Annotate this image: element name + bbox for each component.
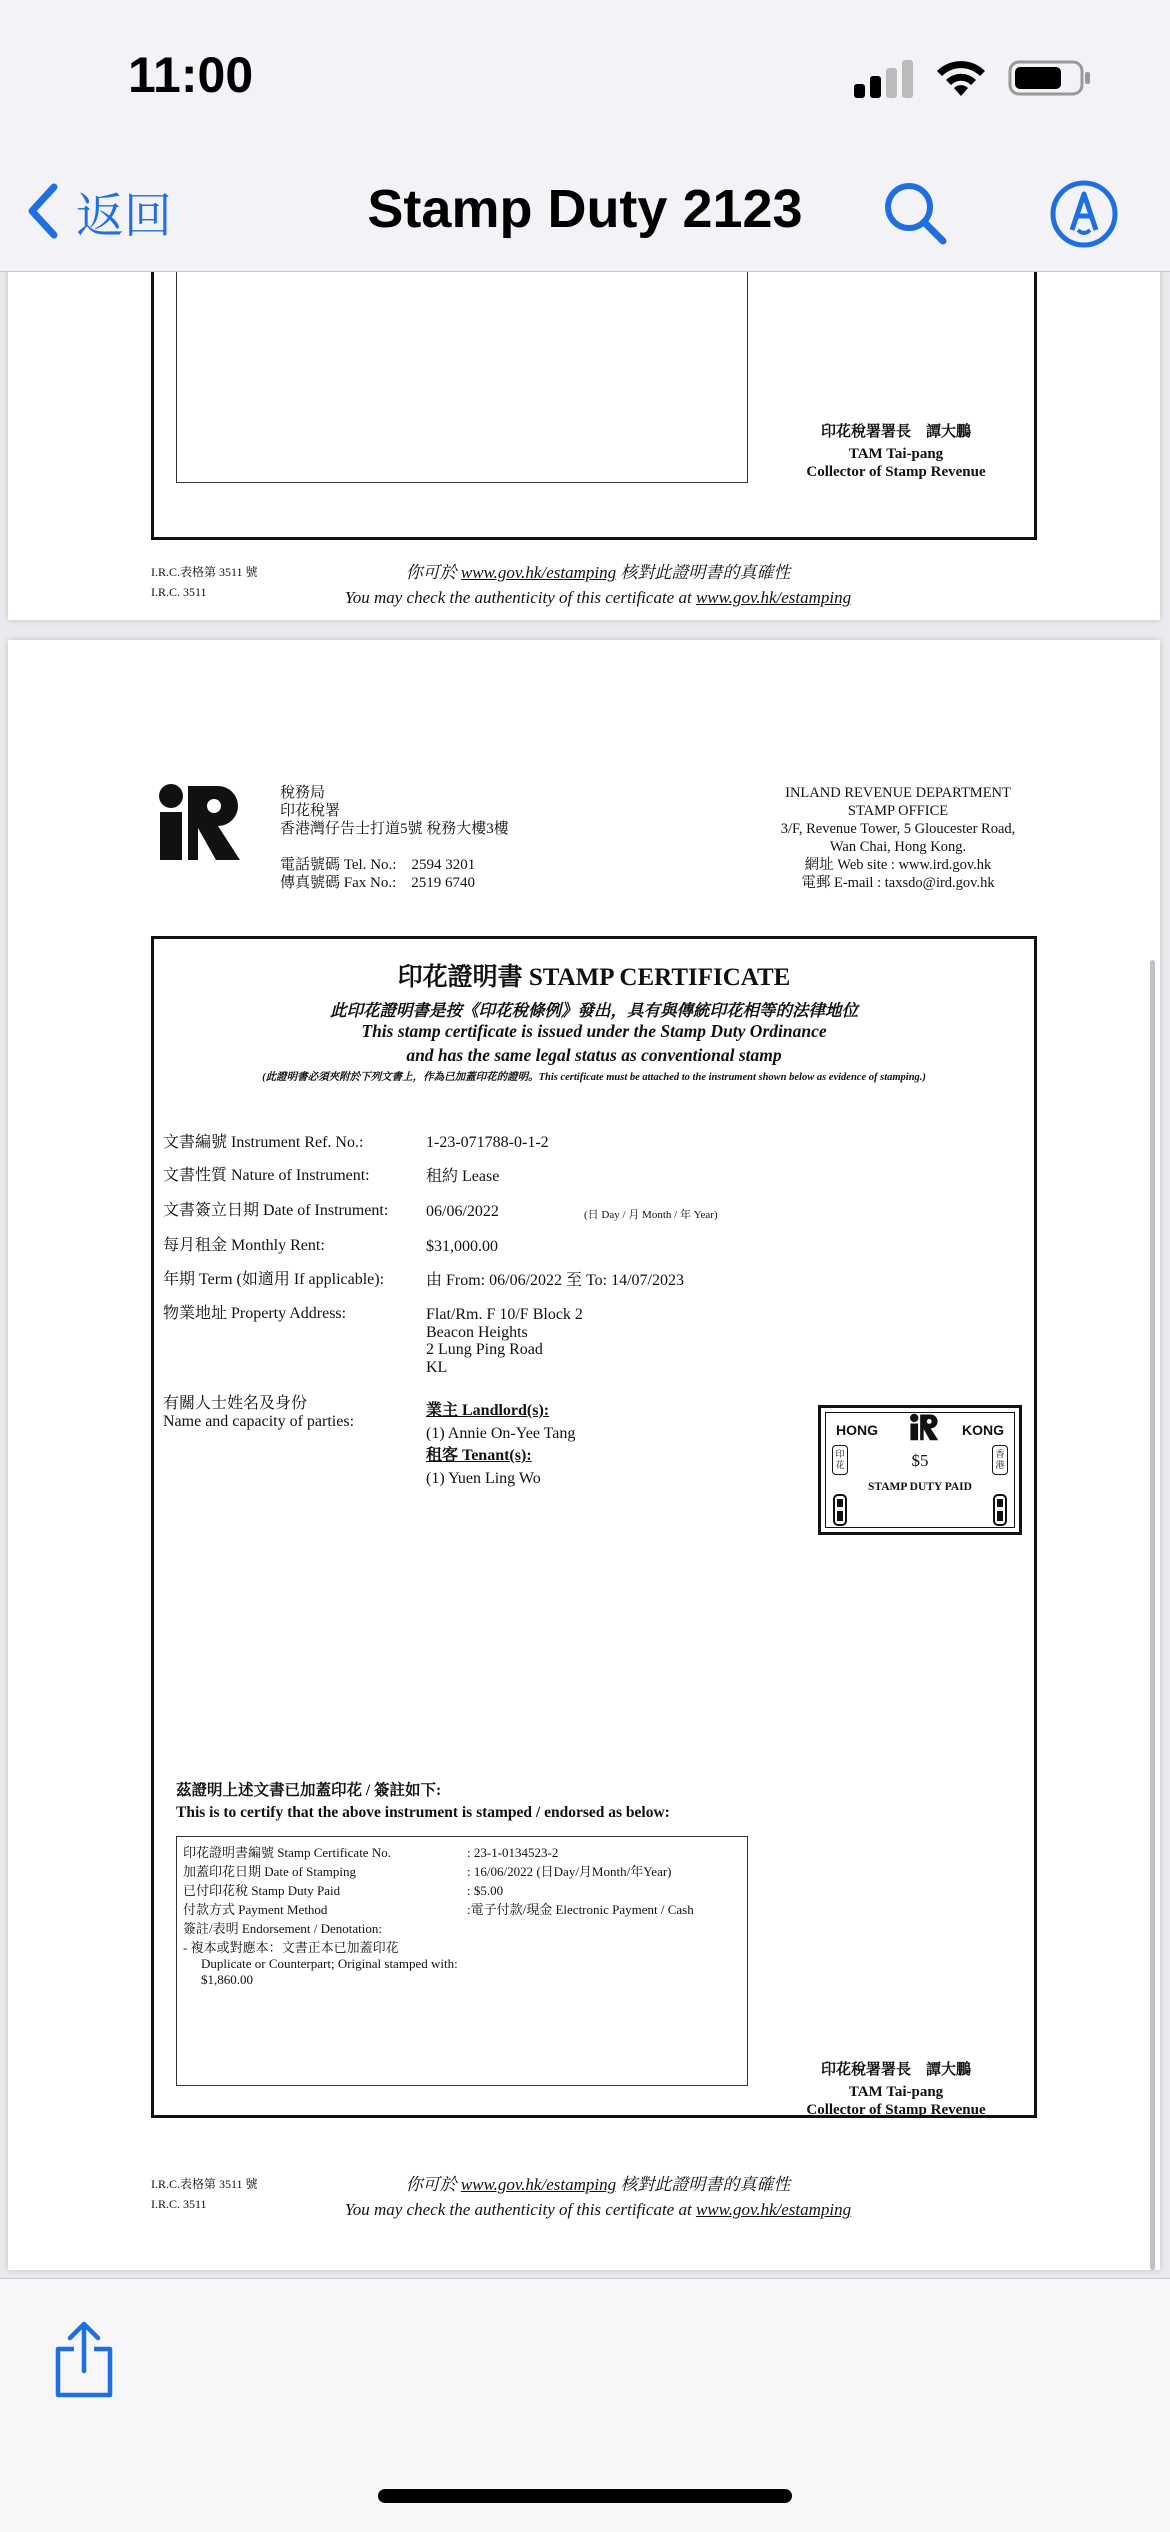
term-label: 年期 Term (如適用 If applicable):: [163, 1271, 385, 1288]
parties-label-cn: 有關人士姓名及身份: [163, 1395, 308, 1412]
stamp-right-seal: 香港: [992, 1445, 1008, 1475]
cert-no-value: : 23-1-0134523-2: [467, 1845, 559, 1860]
nature-label: 文書性質 Nature of Instrument:: [163, 1167, 370, 1184]
rent-value: $31,000.00: [426, 1238, 498, 1255]
landlord-heading: 業主 Landlord(s):: [426, 1402, 550, 1419]
scroll-indicator[interactable]: [1150, 960, 1155, 2270]
collector-name-cn: 印花稅署署長 譚大鵬: [820, 2062, 971, 2078]
form-number-cn: I.R.C.表格第 3511 號: [151, 565, 258, 579]
certificate-subtitle-en-1: This stamp certificate is issued under the Stamp Duty Ordinance: [361, 1021, 827, 1041]
payment-method-value: :電子付款/現金 Electronic Payment / Cash: [467, 1902, 694, 1917]
address-line: KL: [426, 1358, 448, 1376]
address-block: [426, 1306, 583, 1376]
website: 網址 Web site : www.ird.gov.hk: [804, 857, 992, 873]
endorsement-label: 簽註/表明 Endorsement / Denotation:: [183, 1921, 382, 1936]
status-bar: [0, 0, 1170, 150]
certificate-border: [151, 272, 1037, 540]
form-number-cn: I.R.C.表格第 3511 號: [151, 2177, 258, 2191]
verify-cn-post: 核對此證明書的真確性: [620, 2175, 791, 2194]
duty-paid-label: 已付印花稅 Stamp Duty Paid: [183, 1883, 341, 1898]
department-en: [748, 784, 1048, 892]
address-line: Flat/Rm. F 10/F Block 2: [426, 1306, 583, 1323]
duty-paid-value: : $5.00: [467, 1883, 504, 1898]
endorsement-line-1: - 複本或對應本：文書正本已加蓋印花: [183, 1940, 399, 1955]
attach-note: (此證明書必須夾附於下列文書上，作為已加蓋印花的證明。This certificate must be attached to the instrument shown below as evidence of stamping.): [262, 1072, 926, 1083]
nature-value: 租約 Lease: [426, 1168, 500, 1185]
parties-label: [163, 1395, 354, 1431]
dept-en-line: INLAND REVENUE DEPARTMENT: [785, 785, 1011, 801]
dept-en-line: STAMP OFFICE: [847, 803, 949, 819]
status-time: 11:00: [128, 47, 254, 103]
dept-cn-line: 香港灣仔告士打道5號 稅務大樓3樓: [280, 821, 509, 837]
form-number-en: I.R.C. 3511: [151, 2197, 207, 2211]
tenant-name: (1) Yuen Ling Wo: [426, 1470, 541, 1487]
wifi-icon: [934, 56, 988, 98]
stamp-kong: KONG: [962, 1422, 1004, 1438]
address-line: 2 Lung Ping Road: [426, 1341, 543, 1358]
stamp-date-label: 加蓋印花日期 Date of Stamping: [183, 1864, 356, 1879]
address-label: 物業地址 Property Address:: [163, 1305, 347, 1322]
stamp-hong: HONG: [836, 1422, 878, 1438]
address-line: Beacon Heights: [426, 1323, 528, 1341]
verify-cn-pre: 你可於: [405, 2175, 457, 2194]
certificate-subtitle-en-2: and has the same legal status as conventional stamp: [406, 1045, 782, 1065]
ird-logo-icon: [909, 1413, 939, 1441]
home-indicator[interactable]: [378, 2489, 792, 2503]
tenant-heading: 租客 Tenant(s):: [426, 1447, 532, 1464]
verify-note: [298, 560, 898, 610]
ird-logo-icon: [156, 782, 242, 862]
parties-label-en: Name and capacity of parties:: [163, 1413, 355, 1430]
verify-link-en[interactable]: www.gov.hk/estamping: [695, 2200, 852, 2219]
cellular-signal-icon: [854, 58, 914, 98]
battery-icon: [1008, 58, 1092, 98]
form-number: [151, 562, 258, 602]
certify-cn: 茲證明上述文書已加蓋印花 / 簽註如下:: [176, 1782, 442, 1799]
verify-en-pre: You may check the authenticity of this certificate at: [344, 588, 692, 607]
navigation-bar: [0, 150, 1170, 272]
stamp-duty-paid-seal: [818, 1405, 1022, 1535]
dept-en-line: Wan Chai, Hong Kong.: [829, 839, 967, 855]
rent-label: 每月租金 Monthly Rent:: [163, 1237, 325, 1254]
verify-en-pre: You may check the authenticity of this certificate at: [344, 2200, 692, 2219]
verify-link[interactable]: www.gov.hk/estamping: [460, 2175, 617, 2194]
certify-en: This is to certify that the above instrument is stamped / endorsed as below:: [176, 1804, 670, 1821]
verify-note: [298, 2172, 898, 2222]
stamping-details-box: [176, 1836, 748, 2086]
stamp-ornament-icon: [992, 1493, 1008, 1527]
verify-cn-pre: 你可於: [405, 563, 457, 582]
document-title: Stamp Duty 2123: [367, 179, 803, 239]
stamp-amount: $5: [911, 1451, 929, 1470]
certificate-title: 印花證明書 STAMP CERTIFICATE: [397, 964, 791, 991]
ref-label: 文書編號 Instrument Ref. No.:: [163, 1134, 364, 1151]
stamping-details-box: [176, 272, 748, 483]
stamp-ornament-icon: [832, 1493, 848, 1527]
pdf-page-2: [8, 640, 1160, 2270]
ref-value: 1-23-071788-0-1-2: [426, 1134, 549, 1151]
form-number: [151, 2174, 258, 2214]
dept-cn-line: 印花稅署: [280, 803, 341, 819]
department-cn: [280, 784, 509, 892]
collector-name-en: TAM Tai-pang: [848, 446, 944, 462]
dept-en-line: 3/F, Revenue Tower, 5 Gloucester Road,: [780, 821, 1016, 837]
verify-link[interactable]: www.gov.hk/estamping: [460, 563, 617, 582]
verify-link-en[interactable]: www.gov.hk/estamping: [695, 588, 852, 607]
payment-method-label: 付款方式 Payment Method: [183, 1902, 328, 1917]
cert-no-label: 印花證明書編號 Stamp Certificate No.: [183, 1845, 391, 1860]
fax-number: 傳真號碼 Fax No.: 2519 6740: [280, 875, 476, 891]
back-button[interactable]: [24, 178, 172, 244]
verify-cn-post: 核對此證明書的真確性: [620, 563, 791, 582]
stamp-inner-border: [825, 1412, 1015, 1528]
dept-cn-line: 稅務局: [280, 785, 326, 801]
collector-name-en: TAM Tai-pang: [848, 2084, 944, 2100]
collector-signature: [776, 423, 1016, 481]
endorsement-line-2: Duplicate or Counterpart; Original stamped with:: [201, 1956, 458, 1971]
collector-title: Collector of Stamp Revenue: [806, 464, 986, 480]
email: 電郵 E-mail : taxsdo@ird.gov.hk: [801, 875, 995, 891]
stamp-date-value: : 16/06/2022 (日Day/月Month/年Year): [467, 1864, 672, 1879]
stamp-paid-label: STAMP DUTY PAID: [868, 1481, 972, 1493]
term-value: 由 From: 06/06/2022 至 To: 14/07/2023: [426, 1272, 685, 1289]
endorsement-line-3: $1,860.00: [201, 1972, 253, 1987]
share-icon[interactable]: [52, 2319, 116, 2399]
landlord-name: (1) Annie On-Yee Tang: [426, 1425, 576, 1442]
certificate-subtitle-cn: 此印花證明書是按《印花稅條例》發出，具有與傳統印花相等的法律地位: [330, 1001, 858, 1020]
form-number-en: I.R.C. 3511: [151, 585, 207, 599]
collector-signature: [776, 2061, 1016, 2119]
collector-name-cn: 印花稅署署長 譚大鵬: [820, 424, 971, 440]
pdf-page-1: [8, 272, 1160, 620]
date-value: 06/06/2022: [426, 1203, 499, 1220]
date-format: (日 Day / 月 Month / 年 Year): [584, 1209, 718, 1221]
chevron-left-icon: [24, 181, 60, 241]
pdf-viewer[interactable]: [0, 272, 1170, 2278]
date-label: 文書簽立日期 Date of Instrument:: [163, 1202, 389, 1219]
markup-pen-icon[interactable]: [1048, 178, 1120, 250]
back-label: 返回: [76, 187, 173, 244]
stamp-left-seal: 印花: [832, 1445, 848, 1475]
collector-title: Collector of Stamp Revenue: [806, 2102, 986, 2118]
telephone-number: 電話號碼 Tel. No.: 2594 3201: [280, 857, 476, 873]
search-icon[interactable]: [880, 178, 950, 248]
